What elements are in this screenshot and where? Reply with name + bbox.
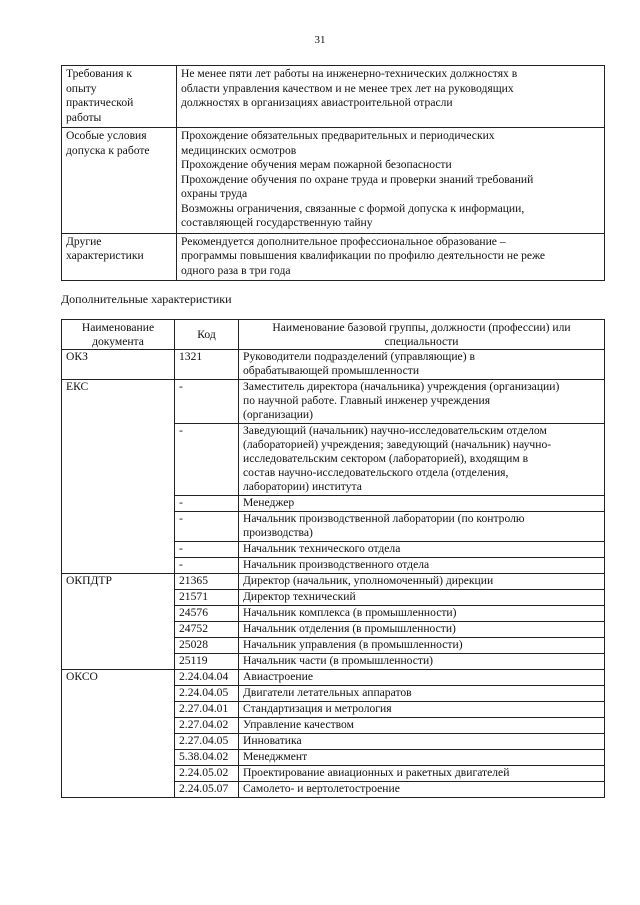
name-line: Заместитель директора (начальника) учреждения (организации) xyxy=(243,380,560,393)
name-line: Двигатели летательных аппаратов xyxy=(243,686,412,699)
value-line: Прохождение обязательных предварительных и периодических xyxy=(181,129,495,142)
code-cell: 2.27.04.05 xyxy=(175,734,239,750)
requirement-value xyxy=(177,233,605,281)
name-cell xyxy=(239,734,605,750)
name-line: Заведующий (начальник) научно-исследовательским отделом xyxy=(243,424,547,437)
name-line: Руководители подразделений (управляющие) в xyxy=(243,350,475,363)
name-line: Начальник части (в промышленности) xyxy=(243,654,434,667)
code-cell: 21365 xyxy=(175,574,239,590)
document-cell: ОКСО xyxy=(62,670,175,798)
requirement-value xyxy=(177,66,605,128)
name-line: состав научно-исследовательского отдела (отделения, xyxy=(243,466,509,479)
name-cell xyxy=(239,766,605,782)
table-row xyxy=(62,380,605,424)
name-line: Управление качеством xyxy=(243,718,354,731)
name-cell xyxy=(239,702,605,718)
name-line: Начальник управления (в промышленности) xyxy=(243,638,463,651)
requirement-row xyxy=(62,66,605,128)
value-line: составляющей государственную тайну xyxy=(181,216,373,229)
name-line: обрабатывающей промышленности xyxy=(243,364,420,377)
name-line: Директор (начальник, уполномоченный) дирекции xyxy=(243,574,494,587)
name-line: по научной работе. Главный инженер учреждения xyxy=(243,394,491,407)
header-name: Наименование базовой группы, должности (профессии) или специальности xyxy=(239,320,605,350)
value-line: должностях в организациях авиастроительной отрасли xyxy=(181,96,453,109)
section-title: Дополнительные характеристики xyxy=(61,292,232,306)
value-line: медицинских осмотров xyxy=(181,143,297,157)
code-cell: - xyxy=(175,496,239,512)
name-line: (организации) xyxy=(243,408,313,421)
code-cell: 24576 xyxy=(175,606,239,622)
code-cell: - xyxy=(175,542,239,558)
name-line: Начальник технического отдела xyxy=(243,542,401,555)
header-document: Наименование документа xyxy=(62,320,175,350)
table-row xyxy=(62,350,605,380)
name-line: производства) xyxy=(243,526,313,539)
requirement-label xyxy=(62,66,177,128)
document-cell: ЕКС xyxy=(62,380,175,574)
table-header-row xyxy=(62,320,605,350)
value-line: программы повышения квалификации по профилю деятельности не реже xyxy=(181,249,546,262)
code-cell: 1321 xyxy=(175,350,239,380)
label-line: практической xyxy=(66,96,134,109)
name-line: Менеджмент xyxy=(243,750,308,763)
name-cell xyxy=(239,590,605,606)
name-cell xyxy=(239,424,605,496)
code-cell: 2.27.04.01 xyxy=(175,702,239,718)
name-cell xyxy=(239,574,605,590)
value-line: охраны труда xyxy=(181,187,248,200)
name-cell xyxy=(239,622,605,638)
requirement-row xyxy=(62,233,605,281)
table-row xyxy=(62,574,605,590)
code-cell: 2.24.05.07 xyxy=(175,782,239,798)
name-cell xyxy=(239,542,605,558)
value-line: Не менее пяти лет работы на инженерно-технических должностях в xyxy=(181,67,518,80)
value-line: Рекомендуется дополнительное профессиональное образование – xyxy=(181,234,506,248)
page-number: 31 xyxy=(314,34,326,46)
code-cell: 2.27.04.02 xyxy=(175,718,239,734)
code-cell: 5.38.04.02 xyxy=(175,750,239,766)
name-cell xyxy=(239,512,605,542)
name-cell xyxy=(239,606,605,622)
code-cell: - xyxy=(175,380,239,424)
code-cell: 24752 xyxy=(175,622,239,638)
code-cell: - xyxy=(175,558,239,574)
value-line: Прохождение обучения по охране труда и проверки знаний требований xyxy=(181,172,534,186)
document-cell: ОКПДТР xyxy=(62,574,175,670)
requirements-table xyxy=(61,65,605,281)
name-cell xyxy=(239,558,605,574)
document-cell: ОКЗ xyxy=(62,350,175,380)
code-cell: 25028 xyxy=(175,638,239,654)
value-line: одного раза в три года xyxy=(181,263,291,277)
label-line: Другие xyxy=(66,234,102,248)
name-cell xyxy=(239,750,605,766)
code-cell: 21571 xyxy=(175,590,239,606)
name-line: Начальник комплекса (в промышленности) xyxy=(243,606,457,619)
requirement-row xyxy=(62,128,605,234)
name-line: Проектирование авиационных и ракетных двигателей xyxy=(243,766,510,779)
name-line: Начальник производственной лаборатории (по контролю xyxy=(243,512,525,525)
label-line: характеристики xyxy=(66,249,144,262)
name-line: Стандартизация и метрология xyxy=(243,702,392,715)
name-cell xyxy=(239,654,605,670)
name-line: лаборатории) института xyxy=(243,480,362,493)
table-row xyxy=(62,670,605,686)
name-line: Инноватика xyxy=(243,734,302,747)
name-cell xyxy=(239,496,605,512)
name-line: Начальник производственного отдела xyxy=(243,558,430,571)
value-line: Возможны ограничения, связанные с формой допуска к информации, xyxy=(181,201,525,215)
additional-characteristics-table xyxy=(61,319,605,798)
label-line: Особые условия xyxy=(66,129,147,142)
code-cell: 2.24.04.05 xyxy=(175,686,239,702)
requirement-label xyxy=(62,128,177,234)
name-cell xyxy=(239,686,605,702)
header-code: Код xyxy=(175,320,239,350)
value-line: Прохождение обучения мерам пожарной безопасности xyxy=(181,158,452,171)
requirement-value xyxy=(177,128,605,234)
name-cell xyxy=(239,638,605,654)
label-line: Требования к xyxy=(66,67,133,80)
name-cell xyxy=(239,718,605,734)
name-line: Начальник отделения (в промышленности) xyxy=(243,622,456,635)
name-line: Менеджер xyxy=(243,496,295,509)
name-cell xyxy=(239,670,605,686)
code-cell: - xyxy=(175,424,239,496)
name-line: (лабораторией) учреждения; заведующий (начальник) научно- xyxy=(243,438,552,451)
requirement-label xyxy=(62,233,177,281)
code-cell: 2.24.05.02 xyxy=(175,766,239,782)
name-line: исследовательским сектором (лабораторией), входящим в xyxy=(243,452,529,465)
name-cell xyxy=(239,782,605,798)
label-line: работы xyxy=(66,110,102,124)
code-cell: 25119 xyxy=(175,654,239,670)
code-cell: 2.24.04.04 xyxy=(175,670,239,686)
name-line: Директор технический xyxy=(243,590,356,603)
name-cell xyxy=(239,380,605,424)
name-line: Самолето- и вертолетостроение xyxy=(243,782,400,795)
name-cell xyxy=(239,350,605,380)
code-cell: - xyxy=(175,512,239,542)
label-line: допуска к работе xyxy=(66,143,150,157)
label-line: опыту xyxy=(66,81,97,95)
value-line: области управления качеством и не менее трех лет на руководящих xyxy=(181,81,514,95)
name-line: Авиастроение xyxy=(243,670,313,683)
